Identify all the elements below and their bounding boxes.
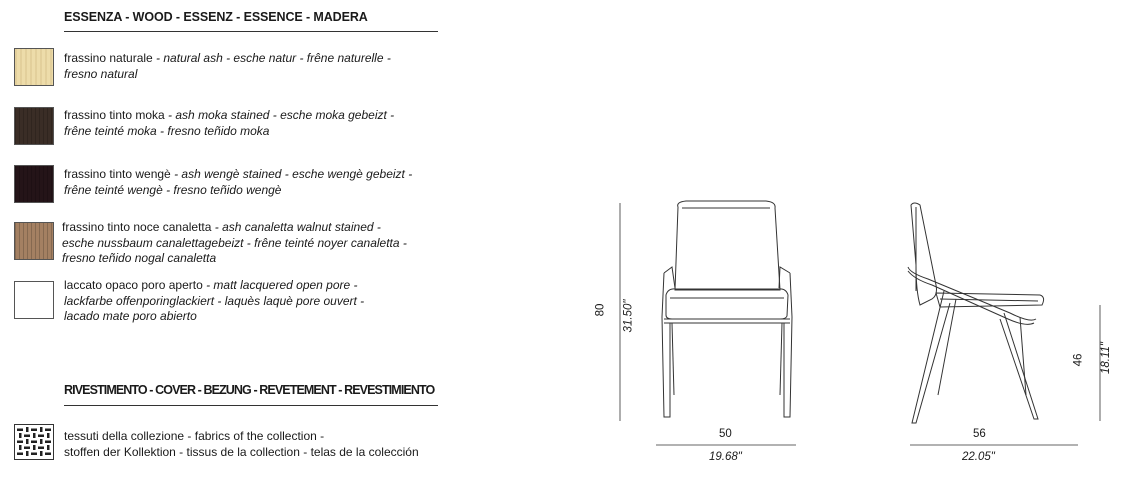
- swatch-natural-ash: [14, 48, 54, 86]
- side-depth-cm: 56: [973, 428, 986, 440]
- wood-item-name: laccato opaco poro aperto: [64, 278, 203, 292]
- wood-item-translations: fresno natural: [64, 66, 138, 81]
- wood-item-moka: [64, 108, 394, 139]
- front-height-cm: 80: [594, 303, 607, 317]
- cover-line: stoffen der Kollektion - tissus de la collection - telas de la colección: [64, 444, 419, 459]
- cover-line: tessuti della collezione - fabrics of the collection -: [64, 429, 325, 443]
- swatch-moka: [14, 107, 54, 145]
- wood-item-translations: - ash moka stained - esche moka gebeizt -: [164, 108, 395, 122]
- wood-item-translations: esche nussbaum canalettagebeizt - frêne teinté noyer canaletta -: [62, 235, 407, 250]
- swatch-matt-lacquered: [14, 281, 54, 319]
- wood-item-name: frassino naturale: [64, 51, 153, 65]
- cover-heading-rule: [64, 405, 438, 406]
- wood-item-translations: frêne teinté wengè - fresno teñido wengè: [64, 182, 282, 197]
- cover-heading: RIVESTIMENTO - COVER - BEZUNG - REVETEMENT - REVESTIMIENTO: [64, 383, 435, 397]
- wood-item-translations: lackfarbe offenporinglackiert - laquès laquè pore ouvert -: [64, 293, 365, 308]
- wood-heading: ESSENZA - WOOD - ESSENZ - ESSENCE - MADERA: [64, 10, 368, 24]
- seat-height-cm: 46: [1072, 353, 1085, 367]
- wood-item-name: frassino tinto moka: [64, 108, 165, 122]
- wood-item-translations: - ash wengè stained - esche wengè gebeizt -: [170, 167, 413, 181]
- cover-description: [64, 429, 419, 460]
- wood-item-name: frassino tinto wengè: [64, 167, 171, 181]
- front-width-in: 19.68": [709, 451, 742, 463]
- wood-item-translations: lacado mate poro abierto: [64, 309, 197, 323]
- wood-item-natural-ash: [64, 51, 391, 82]
- front-height-in: 31.50": [622, 299, 635, 333]
- wood-item-translations: - natural ash - esche natur - frêne naturelle -: [152, 51, 391, 65]
- swatch-wenge: [14, 165, 54, 203]
- wood-item-lacquered: [64, 278, 364, 325]
- chair-side-view-drawing: [880, 195, 1120, 465]
- wood-item-translations: - ash canaletta walnut stained -: [211, 220, 381, 234]
- front-width-cm: 50: [719, 428, 732, 440]
- wood-item-translations: - matt lacquered open pore -: [202, 278, 358, 292]
- wood-heading-rule: [64, 31, 438, 32]
- swatch-canaletta: [14, 222, 54, 260]
- wood-item-translations: fresno teñido nogal canaletta: [62, 251, 217, 265]
- wood-item-name: frassino tinto noce canaletta: [62, 220, 212, 234]
- seat-height-in: 18.11": [1100, 341, 1113, 375]
- wood-item-canaletta: [62, 220, 407, 267]
- wood-item-wenge: [64, 167, 412, 198]
- fabric-weave-icon: [14, 424, 54, 460]
- wood-item-translations: frêne teinté moka - fresno teñido moka: [64, 123, 270, 138]
- side-depth-in: 22.05": [962, 451, 995, 463]
